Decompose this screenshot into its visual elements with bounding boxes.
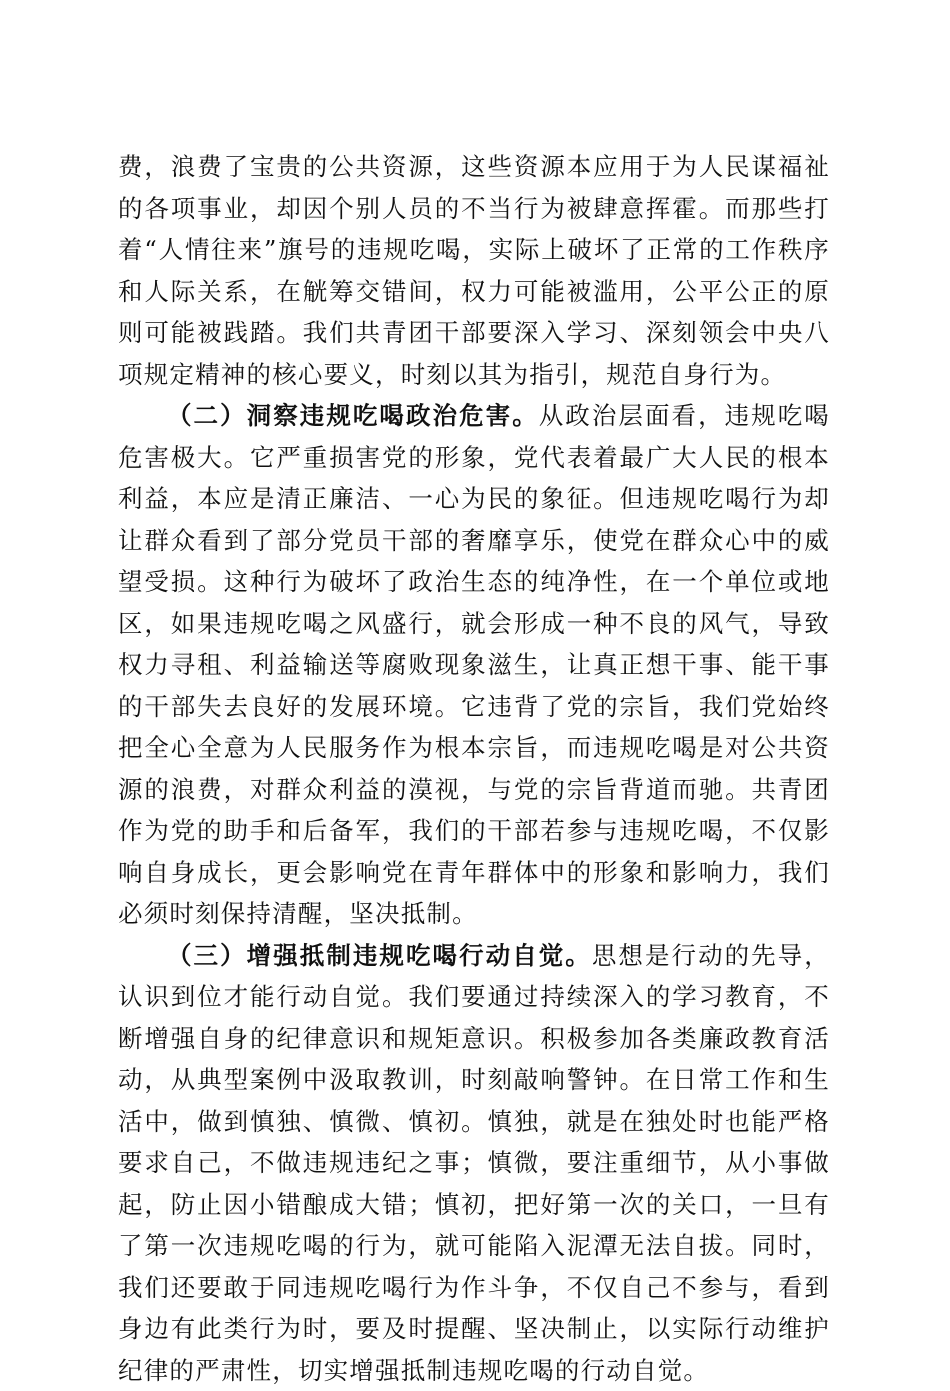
paragraph-text: 思想是行动的先导，认识到位才能行动自觉。我们要通过持续深入的学习教育，不断增强自身的纪律意识和规矩意识。积极参加各类廉政教育活动，从典型案例中汲取教训，时刻敲响警钟。在日常工作和生活中，做到慎独、慎微、慎初。慎独，就是在独处时也能严格要求自己，不做违规违纪之事；慎微，要注重细节，从小事做起，防止因小错酿成大错；慎初，把好第一次的关口，一旦有了第一次违规吃喝的行为，就可能陷入泥潭无法自拔。同时，我们还要敢于同违规吃喝行为作斗争，不仅自己不参与，看到身边有此类行为时，要及时提醒、坚决制止，以实际行动维护纪律的严肃性，切实增强抵制违规吃喝的行动自觉。	[118, 941, 830, 1385]
document-body	[118, 146, 830, 1391]
paragraph-political-harm	[118, 395, 830, 935]
paragraph-continuation	[118, 146, 830, 395]
paragraph-text: 费，浪费了宝贵的公共资源，这些资源本应用于为人民谋福祉的各项事业，却因个别人员的不当行为被肆意挥霍。而那些打着“人情往来”旗号的违规吃喝，实际上破坏了正常的工作秩序和人际关系，在觥筹交错间，权力可能被滥用，公平公正的原则可能被践踏。我们共青团干部要深入学习、深刻领会中央八项规定精神的核心要义，时刻以其为指引，规范自身行为。	[118, 152, 830, 389]
paragraph-text: 从政治层面看，违规吃喝危害极大。它严重损害党的形象，党代表着最广大人民的根本利益，本应是清正廉洁、一心为民的象征。但违规吃喝行为却让群众看到了部分党员干部的奢靡享乐，使党在群众心中的威望受损。这种行为破坏了政治生态的纯净性，在一个单位或地区，如果违规吃喝之风盛行，就会形成一种不良的风气，导致权力寻租、利益输送等腐败现象滋生，让真正想干事、能干事的干部失去良好的发展环境。它违背了党的宗旨，我们党始终把全心全意为人民服务作为根本宗旨，而违规吃喝是对公共资源的浪费，对群众利益的漠视，与党的宗旨背道而驰。共青团作为党的助手和后备军，我们的干部若参与违规吃喝，不仅影响自身成长，更会影响党在青年群体中的形象和影响力，我们必须时刻保持清醒，坚决抵制。	[118, 401, 830, 928]
paragraph-action-awareness	[118, 935, 830, 1391]
section-heading-2: （二）洞察违规吃喝政治危害。	[167, 401, 539, 430]
section-heading-3: （三）增强抵制违规吃喝行动自觉。	[167, 941, 592, 970]
